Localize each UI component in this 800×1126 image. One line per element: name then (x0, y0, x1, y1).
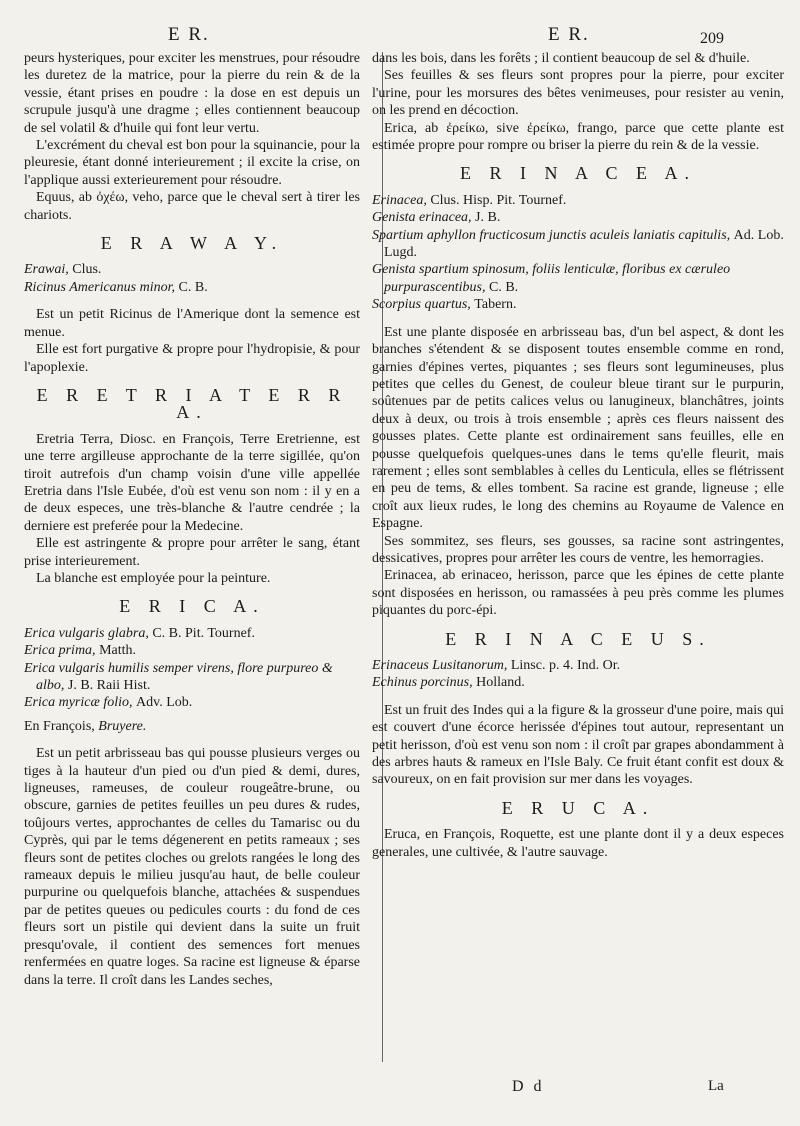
synonym-line (24, 660, 360, 695)
synonym-author: Clus. (72, 262, 102, 278)
paragraph-eruca-desc: Eruca, en François, Roquette, est une plante dont il y a deux especes generales, une cultivée, & l'autre sauvage. (372, 827, 784, 860)
paragraph-excrement: L'excrément du cheval est bon pour la squinancie, pour la pleuresie, étant donné interieurement ; il excite la crise, on l'applique aussi exterieurement pour résoudre. (24, 138, 360, 188)
paragraph-eretria-use: La blanche est employée pour la peinture. (36, 570, 271, 586)
signature-mark: D d (512, 1078, 545, 1095)
etymology-erica: Erica, ab ἐρείκω, sive ἐρείκω, frango, parce que cette plante est estimée propre pour rompre ou briser la pierre du rein & de la vessie. (372, 120, 784, 154)
paragraph-eretria-desc: Eretria Terra, Diosc. en François, Terre Eretrienne, est une terre argilleuse approchante de la terre sigillée, qu'on tiroit autrefois d'un champ voisin d'une ville appellée Eretria dans l'Isle Eubée, d'où est venu son nom : il y en a de deux especes, une très-blanche & l'autre cendrée ; la derniere est preferée pour la Medecine. (24, 431, 360, 534)
running-head-left: E R. (168, 24, 210, 45)
synonym-line (24, 642, 360, 659)
synonym-name: Echinus porcinus, (372, 675, 477, 691)
paragraph-continued: dans les bois, dans les forêts ; il contient beaucoup de sel & d'huile. (372, 51, 750, 66)
paragraph-continued: peurs hysteriques, pour exciter les menstrues, pour résoudre les duretez de la matrice, pour la pierre du rein & de la vessie, étant prises en poudre : la dose en est depuis un scrupule jusqu'à une dragme ; elles contiennent beaucoup de sel volatil & d'huile qui font leur vertu. (24, 51, 360, 136)
paragraph-eraway-desc: Est un petit Ricinus de l'Amerique dont la semence est menue. (24, 307, 360, 340)
synonym-line (372, 209, 784, 226)
synonym-line (24, 694, 360, 711)
synonym-name: Erinaceus Lusitanorum, (372, 658, 511, 673)
heading-erinaceus: E R I N A C E U S. (445, 628, 711, 649)
synonym-author: C. B. Pit. Tournef. (152, 625, 255, 641)
synonym-name: Genista erinacea, (372, 210, 476, 226)
spacer (24, 735, 360, 745)
synonym-line (24, 625, 360, 642)
synonym-author: Adv. Lob. (136, 695, 193, 711)
synonym-author: J. B. (475, 210, 501, 226)
synonym-name: Spartium aphyllon fructicosum junctis aculeis laniatis capitulis, (372, 227, 734, 243)
left-column (24, 50, 360, 989)
spacer (372, 314, 784, 324)
synonym-author: Holland. (476, 675, 525, 691)
synonym-author: C. B. (178, 279, 208, 295)
synonym-author: Linsc. p. 4. Ind. Or. (510, 658, 621, 673)
spacer (372, 692, 784, 702)
synonym-line (24, 279, 360, 296)
french-name-line (24, 718, 360, 735)
synonym-name: Ricinus Americanus minor, (24, 279, 179, 295)
page-number: 209 (700, 30, 724, 47)
heading-eretria-terra: E R E T R I A T E R R A. (36, 384, 348, 423)
synonym-line (372, 674, 784, 691)
paragraph-erinacea-virtue: Ses sommitez, ses fleurs, ses gousses, sa racine sont astringentes, dessicatives, propres pour arrêter les cours de ventre, les hemorragies. (372, 533, 784, 566)
heading-erinacea: E R I N A C E A. (459, 163, 696, 184)
paragraph-erinacea-etymology: Erinacea, ab erinaceo, herisson, parce que les épines de cette plante sont disposées en herisson, ou ramassées à peu près comme les plumes piquantes du porc-épi. (372, 568, 784, 619)
paragraph-erica-virtue: Ses feuilles & ses fleurs sont propres pour la pierre, pour exciter l'urine, pour les morsures des bêtes venimeuses, pour resister au venin, on les prend en décoction. (372, 68, 784, 119)
paragraph-erinaceus-desc: Est un fruit des Indes qui a la figure & la grosseur d'une poire, mais qui est couvert d'une écorce herissée d'épines tout autour, representant un petit herisson, d'où est venu son nom : il croît par grapes abondamment à des arbres hauts & rameux en l'Isle Baly. Ce fruit étant confit est doux & savoureux, on en fait provision sur mer dans les voyages. (372, 702, 784, 788)
catchword: La (708, 1078, 724, 1094)
synonym-line (372, 227, 784, 262)
etymology-equus: Equus, ab ὀχέω, veho, parce que le cheval sert à tirer les chariots. (24, 190, 360, 223)
synonym-author: Ad. Lob. Lugd. (384, 227, 784, 261)
french-name: Bruyere. (98, 718, 147, 734)
heading-eraway: E R A W A Y. (100, 233, 284, 254)
paragraph-eretria-virtue: Elle est astringente & propre pour arrêter le sang, étant prise interieurement. (24, 536, 360, 569)
synonym-name: Erawai, (24, 262, 73, 278)
right-column (372, 50, 784, 861)
synonym-name: Erica vulgaris humilis semper virens, flore purpureo & albo, (24, 660, 333, 693)
synonym-name: Erica prima, (24, 643, 100, 659)
synonym-author: Matth. (99, 643, 137, 659)
paragraph-erinacea-desc: Est une plante disposée en arbrisseau bas, d'un bel aspect, & dont les branches s'étendent & se disposent toutes ensemble comme en rond, garnies d'épines vertes, piquantes ; ses fleurs sont legumineuses, plus petites que celles du Genest, de couleur bleue tirant sur le purpurin, soûtenues par de petits calices velus ou lanugineux, blanchâtres, joints deux à deux, ou trois à trois ensemble ; après ces fleurs naissent des gousses plates. Cette plante est ordinairement sans feuilles, elle en pousse quelquefois quelques-unes dans le tems qu'elle fleurit, mais rarement ; elles sont semblables à celles du Lenticula, elles se flétrissent en peu de tems, & elles tombent. Sa racine est grande, ligneuse ; elle croît aux lieux rudes, le long des chemins au Royaume de Valence en Espagne. (372, 324, 784, 532)
synonym-name: Scorpius quartus, (372, 297, 475, 313)
spacer (24, 296, 360, 306)
running-head-right: E R. (548, 24, 590, 45)
paragraph-eraway-virtue: Elle est fort purgative & propre pour l'hydropisie, & pour l'apoplexie. (24, 342, 360, 375)
synonym-author: J. B. Raii Hist. (67, 678, 151, 693)
heading-eruca: E R U C A. (501, 797, 655, 818)
synonym-line (372, 261, 784, 296)
synonym-author: Tabern. (474, 297, 517, 313)
synonym-author: C. B. (489, 279, 519, 295)
synonym-name: Genista spartium spinosum, foliis lenticulæ, floribus ex cæruleo purpurascentibus, (372, 262, 731, 295)
synonym-author: Clus. Hisp. Pit. Tournef. (430, 192, 567, 208)
synonym-name: Erica myricæ folio, (24, 695, 136, 711)
french-label: En François, (24, 718, 99, 734)
synonym-line (24, 261, 360, 278)
heading-erica: E R I C A. (119, 596, 265, 617)
paragraph-erica-desc: Est un petit arbrisseau bas qui pousse plusieurs verges ou tiges à la hauteur d'un pied ou d'un pied & demi, dures, ligneuses, rameuses, de couleur rougeâtre-brune, ou obscure, garnies de petites feuilles un peu dures & rudes, toûjours vertes, approchantes de celles du Tamarisc ou du Cyprès, qui par le tems dégenerent en petits rameaux ; ses fleurs sont de petites cloches ou grelots rangées le long des rameaux depuis le milieu jusqu'au haut, de belle couleur purpurine ou quelquefois blanche, attachées & suspendues par de petites queues ou pedicules courts : du fond de ces fleurs sort un pistile qui devient dans la suite un fruit presqu'ovale, il contient des semences fort menues renfermées en quatre loges. Sa racine est ligneuse & éparse dans la terre. Il croît dans les Landes seches, (24, 746, 360, 988)
synonym-name: Erinacea, (372, 192, 431, 208)
synonym-line (372, 192, 784, 209)
synonym-name: Erica vulgaris glabra, (24, 625, 153, 641)
synonym-line (372, 657, 784, 674)
synonym-line (372, 296, 784, 313)
